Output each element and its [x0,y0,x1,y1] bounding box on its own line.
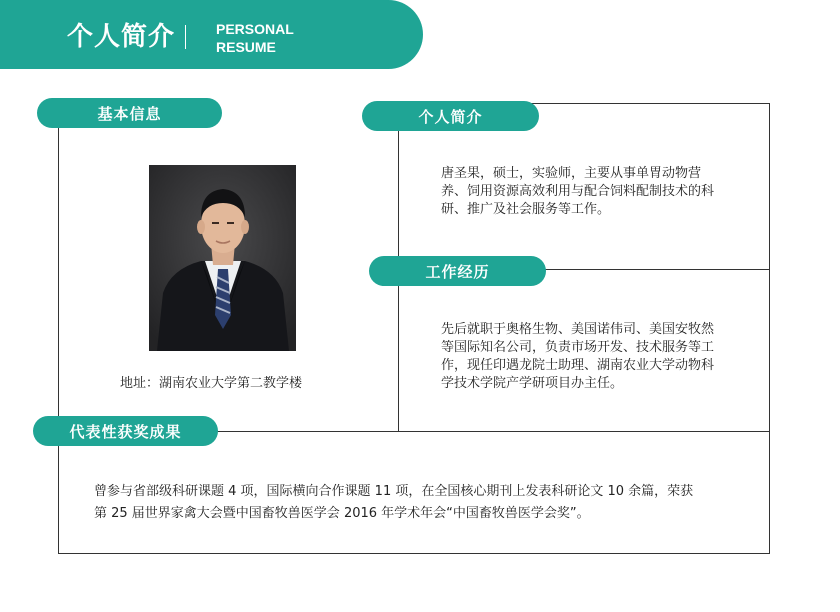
page-subtitle-en [216,20,294,56]
achievements-text [94,481,693,525]
profile-line-2: 养、饲用资源高效利用与配合饲料配制技术的科 [441,184,715,199]
work-line-2: 等国际知名公司，负责市场开发、技术服务等工 [441,340,715,355]
achievements-line-2: 第 25 届世界家禽大会暨中国畜牧兽医学会 2016 年学术年会“中国畜牧兽医学会奖”。 [94,506,590,521]
work-line-3: 作，现任印遇龙院士助理、湖南农业大学动物科 [441,358,715,373]
frame-bottom [58,553,770,554]
subtitle-line-1: PERSONAL [216,21,294,37]
frame-left-bottom [58,440,59,554]
work-line-4: 学技术学院产学研项目办主任。 [441,376,624,391]
address-text: 地址：湖南农业大学第二教学楼 [120,376,303,391]
section-label-basic-info: 基本信息 [37,98,222,128]
frame-left-top [58,113,59,432]
header-divider [185,25,186,49]
frame-achievements-top [210,431,770,432]
profile-line-3: 研、推广及社会服务等工作。 [441,202,611,217]
frame-right-top [769,103,770,432]
work-line-1: 先后就职于奥格生物、美国诺伟司、美国安牧然 [441,322,715,337]
subtitle-line-2: RESUME [216,39,276,55]
profile-line-1: 唐圣果，硕士，实验师，主要从事单胃动物营 [441,166,702,181]
section-label-work: 工作经历 [369,256,546,286]
work-text [441,321,714,393]
section-label-profile: 个人简介 [362,101,539,131]
portrait-photo [149,165,296,351]
page-title: 个人简介 [67,22,176,52]
frame-right-bottom [769,431,770,554]
frame-work-top [530,269,770,270]
achievements-line-1: 曾参与省部级科研课题 4 项，国际横向合作课题 11 项，在全国核心期刊上发表科研论文 10 余篇，荣获 [94,484,694,499]
header-banner [0,0,423,69]
profile-text [441,165,714,219]
section-label-achievements: 代表性获奖成果 [33,416,218,446]
